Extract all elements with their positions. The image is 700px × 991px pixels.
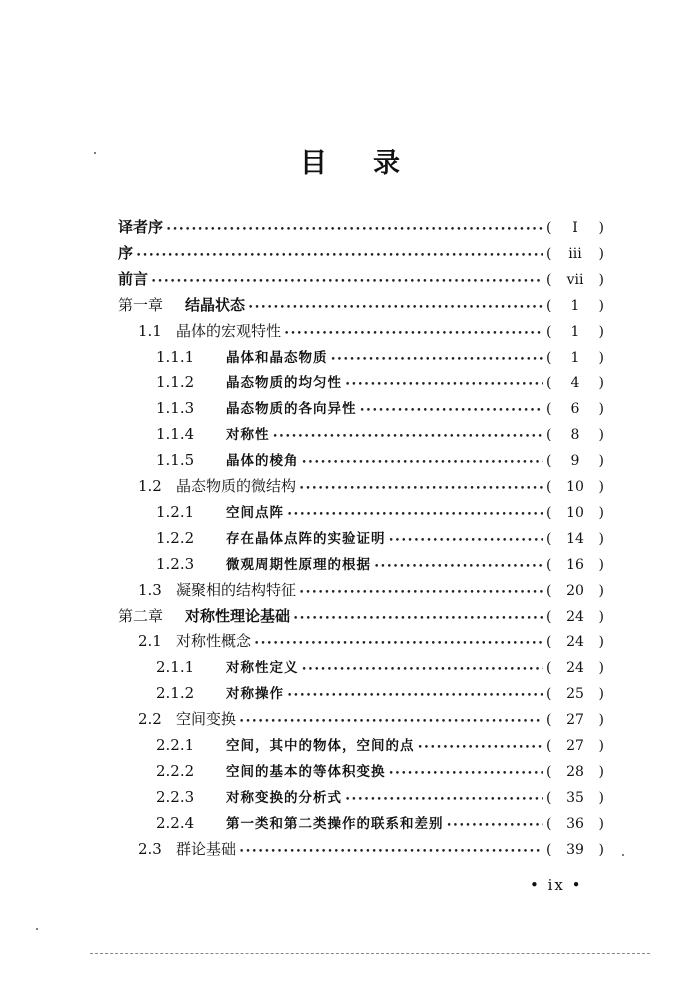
toc-heading bbox=[0, 141, 700, 180]
toc-entry[interactable] bbox=[138, 838, 604, 860]
toc-entry-page bbox=[546, 398, 604, 420]
toc-entry-page bbox=[546, 243, 604, 265]
toc-entry-title: 对称性理论基础 bbox=[185, 606, 291, 625]
paren-close: ) bbox=[598, 815, 604, 832]
dot-leader bbox=[389, 530, 544, 552]
dot-leader bbox=[239, 841, 543, 863]
page-value: 27 bbox=[566, 712, 584, 729]
paren-close: ) bbox=[598, 375, 604, 392]
paren-open: ( bbox=[546, 220, 552, 236]
paren-close: ) bbox=[598, 789, 604, 806]
paren-open: ( bbox=[546, 453, 552, 470]
toc-entry-page bbox=[546, 839, 604, 861]
paren-close: ) bbox=[598, 504, 604, 521]
toc-entry-page bbox=[546, 657, 604, 679]
paren-open: ( bbox=[546, 789, 552, 806]
toc-entry-title: 空间点阵 bbox=[226, 504, 284, 521]
paren-close: ) bbox=[598, 297, 604, 314]
toc-entry-number: 2.1.2 bbox=[156, 684, 195, 703]
dot-leader bbox=[293, 608, 543, 630]
scan-speck bbox=[94, 152, 96, 154]
dot-leader bbox=[299, 582, 543, 604]
paren-close: ) bbox=[598, 686, 604, 703]
toc-entry-number: 1.1.4 bbox=[156, 425, 195, 444]
paren-close: ) bbox=[598, 738, 604, 754]
page-value: 1 bbox=[570, 349, 580, 366]
paren-close: ) bbox=[598, 220, 604, 236]
paren-close: ) bbox=[598, 427, 604, 444]
toc-entry-title: 晶体和晶态物质 bbox=[226, 349, 328, 366]
toc-entry-title: 空间的基本的等体积变换 bbox=[226, 763, 386, 780]
page-value: iii bbox=[568, 245, 582, 262]
paren-open: ( bbox=[546, 582, 552, 599]
page-value: 14 bbox=[566, 530, 584, 547]
toc-entry-number: 1.1.1 bbox=[156, 347, 195, 366]
dot-leader bbox=[374, 556, 543, 578]
toc-entry-page bbox=[546, 554, 604, 576]
paren-open: ( bbox=[546, 479, 552, 495]
dot-leader bbox=[447, 815, 544, 837]
dot-leader bbox=[273, 426, 544, 448]
toc-entry-page bbox=[546, 372, 604, 394]
paren-open: ( bbox=[546, 712, 552, 729]
toc-entry-page bbox=[546, 528, 604, 550]
paren-open: ( bbox=[546, 763, 552, 780]
toc-entry-page bbox=[546, 217, 604, 239]
dot-leader bbox=[302, 659, 544, 681]
toc-entry-page bbox=[546, 476, 604, 498]
page-value: 8 bbox=[570, 427, 580, 444]
toc-entry-title: 对称性定义 bbox=[226, 660, 299, 677]
toc-entry[interactable] bbox=[138, 320, 604, 342]
toc-entry[interactable] bbox=[156, 760, 604, 782]
scan-speck bbox=[36, 928, 38, 930]
toc-entry-page bbox=[546, 606, 604, 628]
heading-char-1: 目 bbox=[300, 148, 327, 179]
paren-open: ( bbox=[546, 427, 552, 444]
toc-entry-title: 晶体的棱角 bbox=[226, 453, 299, 470]
paren-close: ) bbox=[598, 556, 604, 573]
toc-entry[interactable] bbox=[118, 294, 604, 316]
paren-close: ) bbox=[598, 401, 604, 418]
dot-leader bbox=[345, 789, 543, 811]
page-value: 10 bbox=[566, 479, 584, 495]
paren-close: ) bbox=[598, 763, 604, 780]
toc-entry[interactable] bbox=[156, 656, 604, 678]
paren-close: ) bbox=[598, 660, 604, 677]
toc-entry-title: 存在晶体点阵的实验证明 bbox=[226, 530, 386, 547]
paren-open: ( bbox=[546, 556, 552, 573]
page-value: 24 bbox=[566, 634, 584, 651]
toc-entry[interactable] bbox=[156, 553, 604, 575]
toc-entry-page bbox=[546, 269, 604, 291]
toc-entry-page bbox=[546, 735, 604, 757]
toc-entry-title: 微观周期性原理的根据 bbox=[226, 556, 371, 573]
toc-entry-page bbox=[546, 709, 604, 731]
page-value: 16 bbox=[566, 556, 584, 573]
toc-entry-page bbox=[546, 580, 604, 602]
dot-leader bbox=[418, 737, 544, 759]
paren-open: ( bbox=[546, 634, 552, 651]
toc-entry-number: 2.3 bbox=[138, 839, 162, 858]
toc-entry-title: 空间变换 bbox=[176, 710, 237, 729]
paren-close: ) bbox=[598, 841, 604, 858]
toc-entry[interactable] bbox=[156, 682, 604, 704]
toc-entry-title: 结晶状态 bbox=[185, 295, 246, 314]
page-value: 10 bbox=[566, 504, 584, 521]
toc-entry[interactable] bbox=[156, 786, 604, 808]
page-value: 36 bbox=[566, 815, 584, 832]
paren-open: ( bbox=[546, 245, 552, 262]
paren-open: ( bbox=[546, 815, 552, 832]
toc-entry[interactable] bbox=[138, 708, 604, 730]
toc-entry-number: 1.2.1 bbox=[156, 502, 195, 521]
toc-entry-title: 空间，其中的物体，空间的点 bbox=[226, 738, 415, 754]
toc-entry-number: 2.2.1 bbox=[156, 736, 195, 754]
toc-entry[interactable] bbox=[156, 812, 604, 834]
toc-entry-number: 1.2.3 bbox=[156, 554, 195, 573]
paren-open: ( bbox=[546, 504, 552, 521]
toc-entry[interactable] bbox=[118, 216, 604, 238]
page-value: Ⅰ bbox=[572, 220, 578, 236]
paren-open: ( bbox=[546, 686, 552, 703]
dot-leader bbox=[302, 452, 544, 474]
toc-entry[interactable] bbox=[138, 475, 604, 497]
paren-close: ) bbox=[598, 245, 604, 262]
dot-leader bbox=[151, 271, 543, 293]
dot-leader bbox=[299, 478, 543, 500]
page-value: 4 bbox=[570, 375, 580, 392]
paren-close: ) bbox=[598, 323, 604, 340]
toc-entry-number: 2.1 bbox=[138, 632, 162, 651]
toc-entry[interactable] bbox=[156, 501, 604, 523]
toc-entry-page bbox=[546, 631, 604, 653]
dot-leader bbox=[345, 374, 543, 396]
toc-entry-number: 1.1.2 bbox=[156, 373, 195, 392]
page-value: 6 bbox=[570, 401, 580, 418]
paren-open: ( bbox=[546, 401, 552, 418]
page-value: 28 bbox=[566, 763, 584, 780]
paren-open: ( bbox=[546, 375, 552, 392]
page-value: 35 bbox=[566, 789, 584, 806]
page-value: 27 bbox=[566, 738, 584, 754]
toc-entry-title: 对称性概念 bbox=[176, 632, 252, 651]
page-value: 24 bbox=[566, 608, 584, 625]
dot-leader bbox=[166, 219, 543, 241]
paren-open: ( bbox=[546, 738, 552, 754]
page-value: 24 bbox=[566, 660, 584, 677]
paren-open: ( bbox=[546, 297, 552, 314]
dot-leader bbox=[389, 763, 544, 785]
page-value: 25 bbox=[566, 686, 584, 703]
page-number: • ix • bbox=[530, 876, 583, 894]
paren-close: ) bbox=[598, 271, 604, 288]
toc-entry[interactable] bbox=[156, 527, 604, 549]
paren-open: ( bbox=[546, 841, 552, 858]
toc-entry-number: 第一章 bbox=[118, 295, 164, 314]
toc-entry-title: 晶态物质的均匀性 bbox=[226, 375, 342, 392]
paren-open: ( bbox=[546, 530, 552, 547]
toc-entry-page bbox=[546, 450, 604, 472]
paren-close: ) bbox=[598, 608, 604, 625]
toc-entry-page bbox=[546, 683, 604, 705]
dot-leader bbox=[239, 711, 543, 733]
toc-entry[interactable] bbox=[156, 346, 604, 368]
page-value: 1 bbox=[570, 297, 580, 314]
toc-entry-number: 1.1.3 bbox=[156, 399, 195, 418]
toc-entry[interactable] bbox=[118, 605, 604, 627]
paren-open: ( bbox=[546, 271, 552, 288]
paren-open: ( bbox=[546, 323, 552, 340]
toc-entry-title: 晶体的宏观特性 bbox=[176, 321, 282, 340]
toc-entry-page bbox=[546, 813, 604, 835]
paren-close: ) bbox=[598, 530, 604, 547]
toc-entry[interactable] bbox=[138, 630, 604, 652]
toc-entry-title: 晶态物质的各向异性 bbox=[226, 401, 357, 418]
toc-entry-number: 1.2 bbox=[138, 477, 162, 495]
toc-entry-page bbox=[546, 424, 604, 446]
toc-entry-title: 对称操作 bbox=[226, 686, 284, 703]
paren-open: ( bbox=[546, 608, 552, 625]
toc-entry[interactable] bbox=[118, 242, 604, 264]
page-value: 9 bbox=[570, 453, 580, 470]
toc-entry-title: 前言 bbox=[118, 269, 149, 288]
toc-entry[interactable] bbox=[156, 734, 604, 756]
scan-speck bbox=[622, 854, 624, 856]
paren-open: ( bbox=[546, 349, 552, 366]
toc-entry[interactable] bbox=[138, 579, 604, 601]
toc-entry-number: 2.2 bbox=[138, 710, 162, 729]
scan-edge-line bbox=[90, 953, 650, 954]
toc-entry-number: 1.1 bbox=[138, 321, 162, 340]
toc-entry-title: 对称变换的分析式 bbox=[226, 789, 342, 806]
toc-entry-page bbox=[546, 321, 604, 343]
toc-entry-title: 序 bbox=[118, 243, 134, 262]
toc-entry-page bbox=[546, 347, 604, 369]
paren-open: ( bbox=[546, 660, 552, 677]
dot-leader bbox=[254, 633, 543, 655]
paren-close: ) bbox=[598, 712, 604, 729]
toc-entry[interactable] bbox=[156, 423, 604, 445]
paren-close: ) bbox=[598, 453, 604, 470]
toc-entry-page bbox=[546, 761, 604, 783]
toc-entry-number: 2.2.2 bbox=[156, 761, 195, 780]
toc-entry-page bbox=[546, 502, 604, 524]
page-value: 39 bbox=[566, 841, 584, 858]
toc-entry[interactable] bbox=[118, 268, 604, 290]
toc-entry-number: 2.2.3 bbox=[156, 787, 195, 806]
page-value: 20 bbox=[566, 582, 584, 599]
toc-entry-page bbox=[546, 787, 604, 809]
page-value: 1 bbox=[570, 323, 580, 340]
toc-entry[interactable] bbox=[156, 371, 604, 393]
toc-entry-title: 第一类和第二类操作的联系和差别 bbox=[226, 815, 444, 832]
toc-entry[interactable] bbox=[156, 397, 604, 419]
dot-leader bbox=[287, 504, 543, 526]
page-value: vii bbox=[566, 271, 584, 288]
toc-entry-title: 群论基础 bbox=[176, 839, 237, 858]
toc-entry-number: 第二章 bbox=[118, 606, 164, 625]
toc-entry-title: 对称性 bbox=[226, 427, 270, 444]
toc-entry-title: 晶态物质的微结构 bbox=[176, 477, 297, 495]
toc-entry-number: 1.2.2 bbox=[156, 528, 195, 547]
heading-char-2: 录 bbox=[373, 148, 400, 179]
toc-entry-number: 2.2.4 bbox=[156, 813, 195, 832]
toc-entry-number: 2.1.1 bbox=[156, 658, 195, 677]
toc-entry[interactable] bbox=[156, 449, 604, 471]
dot-leader bbox=[287, 685, 543, 707]
dot-leader bbox=[331, 349, 544, 371]
dot-leader bbox=[284, 323, 543, 345]
toc-entry-page bbox=[546, 295, 604, 317]
paren-close: ) bbox=[598, 349, 604, 366]
toc-entry-title: 译者序 bbox=[118, 218, 164, 236]
toc-entry-number: 1.1.5 bbox=[156, 451, 195, 470]
dot-leader bbox=[248, 297, 543, 319]
paren-close: ) bbox=[598, 634, 604, 651]
paren-close: ) bbox=[598, 479, 604, 495]
toc-entry-number: 1.3 bbox=[138, 580, 162, 599]
dot-leader bbox=[360, 400, 544, 422]
toc-entry-title: 凝聚相的结构特征 bbox=[176, 580, 297, 599]
paren-close: ) bbox=[598, 582, 604, 599]
dot-leader bbox=[136, 245, 543, 267]
